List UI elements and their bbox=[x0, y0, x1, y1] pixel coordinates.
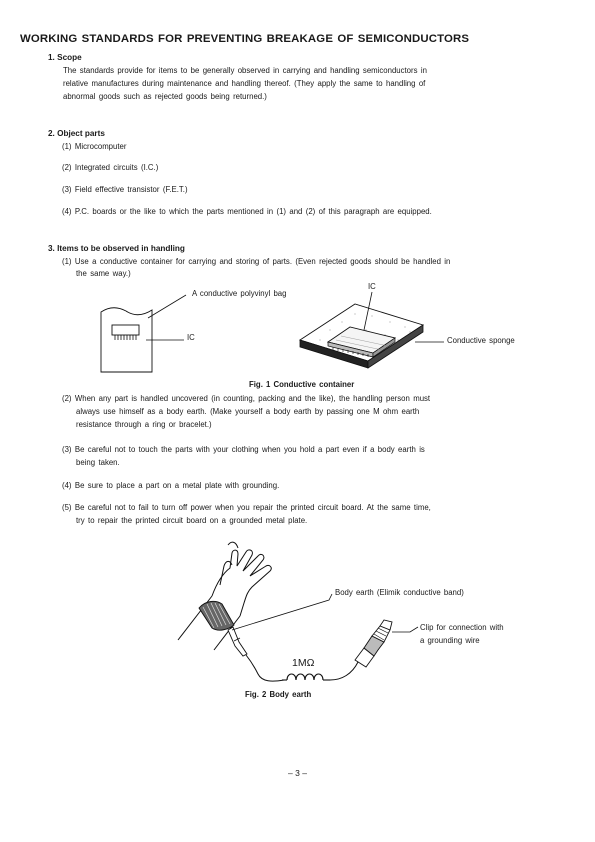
wrist-band-icon bbox=[199, 601, 234, 630]
object-item-4: (4) P.C. boards or the like to which the parts mentioned in (1) and (2) of this paragraph are equipped. bbox=[62, 207, 432, 216]
section-2-heading: 2. Object parts bbox=[48, 129, 105, 138]
label-resistor: 1MΩ bbox=[292, 657, 315, 669]
object-item-2: (2) Integrated circuits (I.C.) bbox=[62, 163, 159, 172]
scope-line-2: relative manufactures during maintenance and handling thereof. (They apply the same to handling of bbox=[63, 79, 426, 88]
section-3-heading: 3. Items to be observed in handling bbox=[48, 244, 185, 253]
handling-item-2-line-1: (2) When any part is handled uncovered (in counting, packing and the like), the handling person must bbox=[62, 394, 431, 403]
handling-item-1-line-2: the same way.) bbox=[76, 269, 131, 278]
page-number: – 3 – bbox=[288, 768, 307, 778]
handling-item-4-line-1: (4) Be sure to place a part on a metal plate with grounding. bbox=[62, 481, 280, 490]
label-ic-in-bag: IC bbox=[187, 333, 195, 342]
scope-line-1: The standards provide for items to be generally observed in carrying and handling semiconductors in bbox=[63, 66, 427, 75]
handling-item-5-line-2: try to repair the printed circuit board on a grounded metal plate. bbox=[76, 516, 308, 525]
label-ic-on-sponge: IC bbox=[368, 282, 376, 291]
page-title: WORKING STANDARDS FOR PREVENTING BREAKAGE OF SEMICONDUCTORS bbox=[20, 33, 470, 45]
label-conductive-sponge: Conductive sponge bbox=[447, 336, 515, 345]
band-connector-icon bbox=[228, 627, 247, 656]
grounding-clip-icon bbox=[355, 620, 392, 667]
handling-item-2-line-2: always use himself as a body earth. (Make yourself a body earth by passing one M ohm earth bbox=[76, 407, 420, 416]
label-polyvinyl-bag: A conductive polyvinyl bag bbox=[192, 289, 287, 298]
fig1-caption: Fig. 1 Conductive container bbox=[249, 380, 355, 389]
label-clip-line-2: a grounding wire bbox=[420, 636, 480, 645]
object-item-1: (1) Microcomputer bbox=[62, 142, 127, 151]
handling-item-2-line-3: resistance through a ring or bracelet.) bbox=[76, 420, 212, 429]
handling-item-3-line-2: being taken. bbox=[76, 458, 120, 467]
section-1-heading: 1. Scope bbox=[48, 53, 82, 62]
fig2-caption: Fig. 2 Body earth bbox=[245, 690, 312, 699]
handling-item-5-line-1: (5) Be careful not to fail to turn off power when you repair the printed circuit board. At the same time, bbox=[62, 503, 431, 512]
handling-item-3-line-1: (3) Be careful not to touch the parts with your clothing when you hold a part even if a body earth is bbox=[62, 445, 425, 454]
handling-item-1-line-1: (1) Use a conductive container for carrying and storing of parts. (Even rejected goods should be handled in bbox=[62, 257, 451, 266]
object-item-3: (3) Field effective transistor (F.E.T.) bbox=[62, 185, 188, 194]
label-body-earth-band: Body earth (Elimik conductive band) bbox=[335, 588, 464, 597]
resistor-1mohm-icon bbox=[282, 674, 330, 680]
label-clip-line-1: Clip for connection with bbox=[420, 623, 504, 632]
scope-line-3: abnormal goods such as rejected goods being returned.) bbox=[63, 92, 267, 101]
